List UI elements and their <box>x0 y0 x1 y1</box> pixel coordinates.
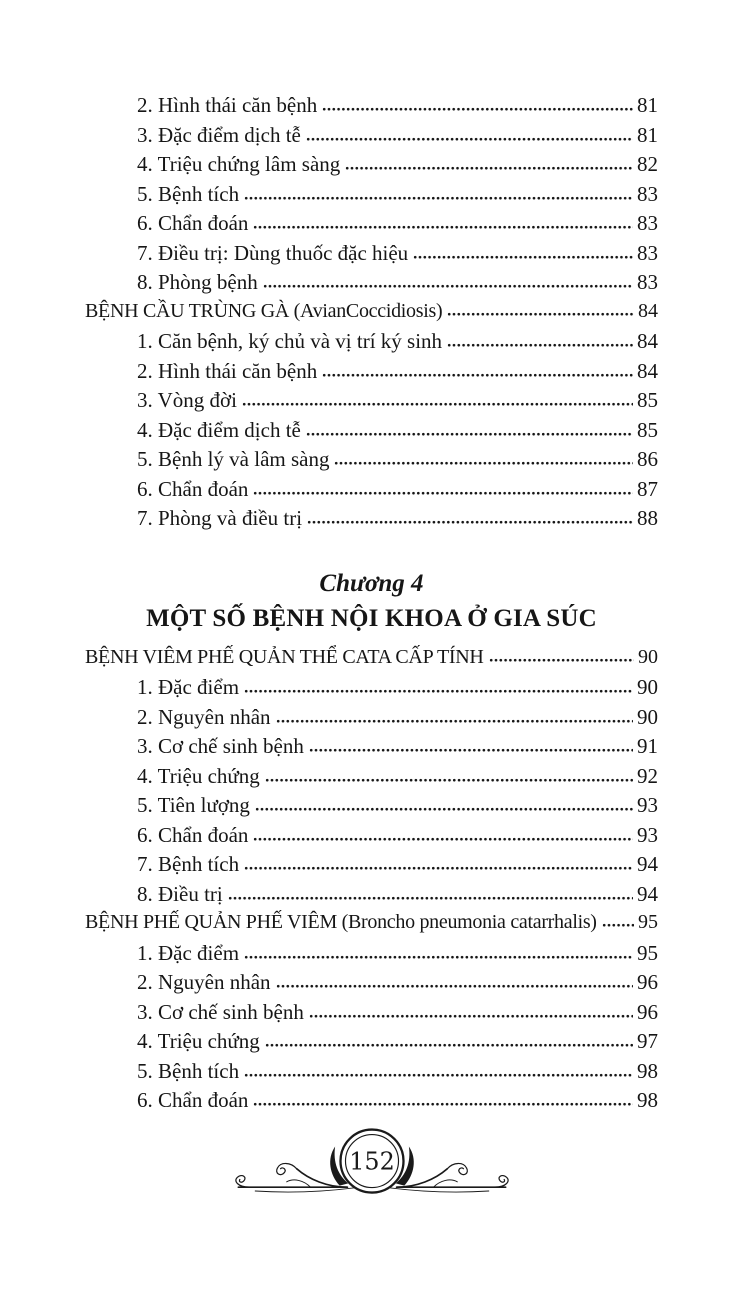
toc-entry-label: 6. Chẩn đoán <box>137 1088 249 1112</box>
toc-entry <box>85 1059 658 1089</box>
toc-entry-page: 86 <box>637 447 658 471</box>
dot-leader <box>253 1102 633 1107</box>
toc-entry-page: 84 <box>638 299 658 322</box>
toc-entry <box>85 882 658 912</box>
dot-leader <box>253 491 633 496</box>
toc-entry-page: 90 <box>637 675 658 699</box>
toc-entry-label: BỆNH CẦU TRÙNG GÀ (AvianCoccidiosis) <box>85 299 443 322</box>
toc-entry <box>85 447 658 477</box>
toc-entry-label: 6. Chẩn đoán <box>137 211 249 235</box>
dot-leader <box>228 896 633 901</box>
toc-entry-page: 95 <box>637 940 658 965</box>
toc-entry <box>85 152 658 182</box>
toc-entry-page: 87 <box>637 476 658 501</box>
toc-entry-label: 8. Phòng bệnh <box>137 270 258 294</box>
chapter-kicker: Chương 4 <box>319 569 424 597</box>
dot-leader <box>244 866 633 871</box>
toc-entry <box>85 477 658 507</box>
toc-entry <box>85 1088 658 1118</box>
toc-entry <box>85 1029 658 1059</box>
toc-entry <box>85 734 658 764</box>
dot-leader <box>306 432 633 437</box>
toc-entry-page: 94 <box>637 881 658 906</box>
toc-entry <box>85 182 658 212</box>
toc-entry-page: 91 <box>637 734 658 758</box>
toc-entry-page: 95 <box>638 911 658 933</box>
dot-leader <box>265 778 633 783</box>
page-footer-ornament <box>226 1124 518 1220</box>
toc-entry-page: 96 <box>637 970 658 994</box>
dot-leader <box>255 807 633 812</box>
toc-entry-label: 4. Đặc điểm dịch tễ <box>137 417 301 442</box>
dot-leader <box>345 166 633 171</box>
toc-entry-label: 5. Tiên lượng <box>137 793 250 817</box>
toc-entry-page: 90 <box>637 704 658 729</box>
chapter-title: MỘT SỐ BỆNH NỘI KHOA Ở GIA SÚC <box>146 604 597 632</box>
toc-entry-label: 8. Điều trị <box>137 881 223 906</box>
dot-leader <box>307 520 633 525</box>
dot-leader <box>276 719 633 724</box>
toc-entry <box>85 329 658 359</box>
dot-leader <box>489 658 634 663</box>
toc-entry-label: 5. Bệnh lý và lâm sàng <box>137 447 330 471</box>
dot-leader <box>322 107 633 112</box>
toc-entry <box>85 123 658 153</box>
toc-entry <box>85 793 658 823</box>
toc-entry-page: 84 <box>637 358 658 383</box>
toc-entry-label: 7. Bệnh tích <box>137 852 240 876</box>
toc-entry <box>85 270 658 300</box>
toc-entry <box>85 418 658 448</box>
dot-leader <box>413 255 633 260</box>
dot-leader <box>309 748 633 753</box>
toc-entry-label: 2. Nguyên nhân <box>137 704 271 729</box>
toc-entry-label: 1. Đặc điểm <box>137 675 240 699</box>
dot-leader <box>602 923 634 928</box>
toc-entry-label: 3. Vòng đời <box>137 388 237 412</box>
dot-leader <box>244 1073 633 1078</box>
toc-entry-label: 7. Điều trị: Dùng thuốc đặc hiệu <box>137 240 409 265</box>
toc-entry-page: 98 <box>637 1058 658 1083</box>
toc-entry-label: 2. Hình thái căn bệnh <box>137 358 318 383</box>
toc-entry <box>85 211 658 241</box>
toc-entry <box>85 970 658 1000</box>
toc-entry-page: 83 <box>637 240 658 265</box>
toc-entry <box>85 93 658 123</box>
toc-entry <box>85 241 658 271</box>
toc-entry-label: 3. Cơ chế sinh bệnh <box>137 999 304 1024</box>
toc-entry-label: BỆNH PHẾ QUẢN PHẾ VIÊM (Broncho pneumonia catarrhalis) <box>85 911 597 933</box>
toc-entry <box>85 675 658 705</box>
toc-entry-page: 85 <box>637 388 658 412</box>
toc-entry-page: 93 <box>637 793 658 817</box>
dot-leader <box>253 225 633 230</box>
dot-leader <box>447 343 633 348</box>
dot-leader <box>263 284 633 289</box>
toc-entry <box>85 941 658 971</box>
dot-leader <box>242 402 633 407</box>
dot-leader <box>244 955 633 960</box>
toc-entry-label: 5. Bệnh tích <box>137 181 240 206</box>
toc-entry <box>85 823 658 853</box>
toc-entry-page: 81 <box>637 122 658 147</box>
toc-section-heading <box>85 646 658 676</box>
toc-entry-page: 85 <box>637 417 658 442</box>
toc-entry-label: 4. Triệu chứng <box>137 1029 260 1053</box>
dot-leader <box>309 1014 633 1019</box>
toc-entry-label: 3. Đặc điểm dịch tễ <box>137 122 301 147</box>
toc-entry-page: 84 <box>637 329 658 353</box>
dot-leader <box>447 312 634 317</box>
toc-entry-label: 7. Phòng và điều trị <box>137 506 303 530</box>
dot-leader <box>306 137 633 142</box>
dot-leader <box>244 196 633 201</box>
dot-leader <box>244 689 633 694</box>
toc-entry-label: 3. Cơ chế sinh bệnh <box>137 734 304 758</box>
dot-leader <box>276 984 633 989</box>
toc-entry-page: 98 <box>637 1088 658 1112</box>
toc-entry-label: 4. Triệu chứng <box>137 763 260 788</box>
toc-entry <box>85 705 658 735</box>
toc-entry-label: 5. Bệnh tích <box>137 1058 240 1083</box>
toc-entry-label: 2. Nguyên nhân <box>137 970 271 994</box>
toc-entry <box>85 506 658 536</box>
dot-leader <box>265 1043 633 1048</box>
flourish-graphic <box>226 1124 518 1215</box>
toc-entry-page: 82 <box>637 152 658 176</box>
toc-entry-page: 83 <box>637 270 658 294</box>
toc-entry <box>85 359 658 389</box>
toc-entry-label: 1. Đặc điểm <box>137 940 240 965</box>
dot-leader <box>253 837 633 842</box>
toc-entry-page: 90 <box>638 645 658 668</box>
toc-entry-label: 6. Chẩn đoán <box>137 822 249 847</box>
toc-entry-page: 96 <box>637 999 658 1024</box>
toc-entry-label: 4. Triệu chứng lâm sàng <box>137 152 341 176</box>
toc-entry-page: 93 <box>637 822 658 847</box>
toc-entry-page: 88 <box>637 506 658 530</box>
toc-entry-page: 92 <box>637 763 658 788</box>
dot-leader <box>322 373 633 378</box>
toc-entry-page: 83 <box>637 181 658 206</box>
toc-entry-page: 83 <box>637 211 658 235</box>
toc-entry <box>85 388 658 418</box>
dot-leader <box>334 461 633 466</box>
toc-entry-label: 2. Hình thái căn bệnh <box>137 93 318 117</box>
toc-entry-page: 97 <box>637 1029 658 1053</box>
toc-entry-page: 81 <box>637 93 658 117</box>
toc-section-heading <box>85 300 658 330</box>
table-of-contents <box>85 93 658 1118</box>
page-number-text: 152 <box>349 1147 395 1176</box>
chapter-heading <box>85 566 658 636</box>
toc-entry-page: 94 <box>637 852 658 876</box>
toc-entry-label: 6. Chẩn đoán <box>137 476 249 501</box>
toc-entry-label: BỆNH VIÊM PHẾ QUẢN THỂ CATA CẤP TÍNH <box>85 645 484 668</box>
toc-entry <box>85 1000 658 1030</box>
toc-entry <box>85 764 658 794</box>
toc-entry <box>85 852 658 882</box>
toc-entry-label: 1. Căn bệnh, ký chủ và vị trí ký sinh <box>137 329 443 353</box>
toc-section-heading <box>85 911 658 941</box>
